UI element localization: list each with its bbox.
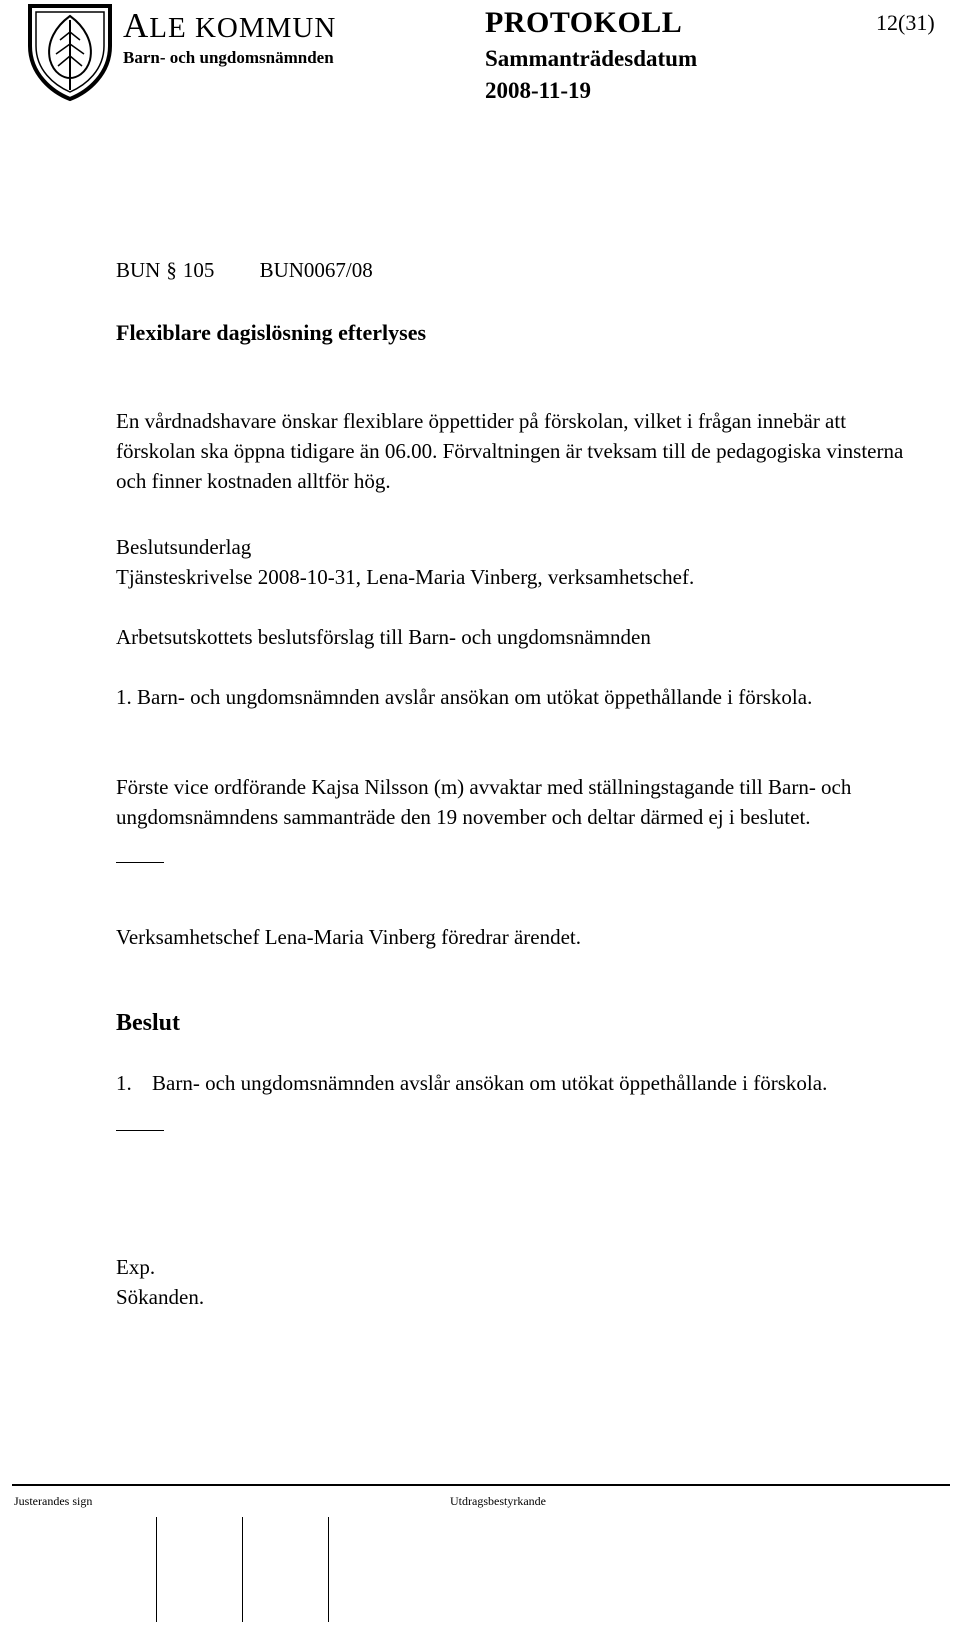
meeting-date-label: Sammanträdesdatum	[485, 46, 698, 71]
signature-label: Justerandes sign	[14, 1494, 93, 1508]
section-number: 105	[182, 258, 215, 282]
dispatch-label: Exp.	[116, 1255, 156, 1279]
basis-text: Tjänsteskrivelse 2008-10-31, Lena-Maria Vinberg, verksamhetschef.	[116, 565, 695, 589]
decision-heading: Beslut	[116, 1010, 181, 1036]
organization-name	[123, 6, 336, 46]
section-prefix	[116, 258, 214, 282]
separator-rule	[116, 862, 164, 863]
separator-rule	[116, 1130, 164, 1131]
abstention-note: Förste vice ordförande Kajsa Nilsson (m) avvaktar med ställningstagande till Barn- och ungdomsnämndens sammanträde den 19 november och deltar därmed ej i beslutet.	[116, 775, 852, 829]
basis-label: Beslutsunderlag	[116, 535, 252, 559]
organization-unit: Barn- och ungdomsnämnden	[123, 48, 334, 67]
signature-box-divider	[156, 1517, 157, 1622]
page-number: 12(31)	[876, 10, 935, 35]
decision-item-number: 1.	[116, 1071, 132, 1095]
municipality-coat-of-arms-logo	[24, 2, 116, 102]
organization-name-rest: LE KOMMUN	[149, 12, 337, 44]
organization-name-initial: A	[123, 6, 150, 45]
signature-box-divider	[242, 1517, 243, 1622]
decision-item-text: Barn- och ungdomsnämnden avslår ansökan om utökat öppethållande i förskola.	[152, 1071, 828, 1095]
section-symbol: §	[166, 258, 177, 282]
proposal-label: Arbetsutskottets beslutsförslag till Barn- och ungdomsnämnden	[116, 625, 651, 649]
proposal-item: 1. Barn- och ungdomsnämnden avslår ansökan om utökat öppethållande i förskola.	[116, 685, 813, 709]
section-reference	[116, 258, 413, 283]
extract-certification-label: Utdragsbestyrkande	[450, 1494, 546, 1508]
document-type: PROTOKOLL	[485, 6, 683, 39]
section-body: BUN	[116, 258, 161, 282]
footer-rule	[12, 1484, 950, 1486]
signature-box-divider	[328, 1517, 329, 1622]
dispatch-recipient: Sökanden.	[116, 1285, 205, 1309]
case-number: BUN0067/08	[259, 258, 373, 282]
presenter-note: Verksamhetschef Lena-Maria Vinberg föredrar ärendet.	[116, 925, 581, 949]
intro-paragraph: En vårdnadshavare önskar flexiblare öppettider på förskolan, vilket i frågan innebär att förskolan ska öppna tidigare än 06.00. Förvaltningen är tveksam till de pedagogiska vinsterna och finner kostnaden alltför hög.	[116, 409, 904, 493]
meeting-date: 2008-11-19	[485, 78, 592, 103]
case-title: Flexiblare dagislösning efterlyses	[116, 320, 427, 345]
